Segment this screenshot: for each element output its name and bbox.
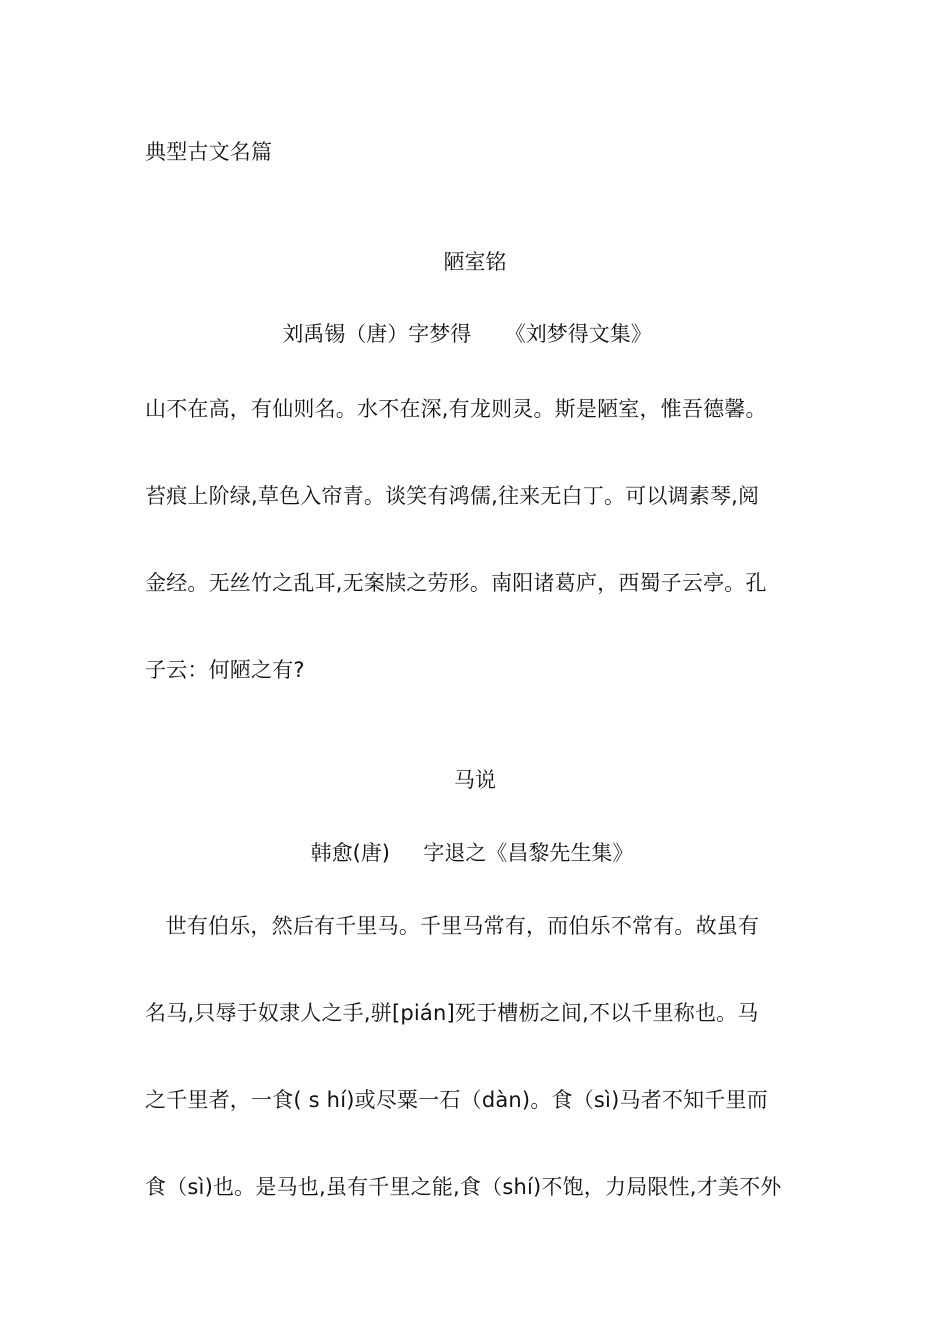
text-line: 金经。无丝竹之乱耳,无案牍之劳形。南阳诸葛庐，西蜀子云亭。孔 (145, 571, 767, 595)
poem-title: 陋室铭 (443, 250, 507, 274)
document-title: 典型古文名篇 (145, 140, 273, 164)
text-line: 子云：何陋之有? (145, 658, 305, 682)
poem-byline: 刘禹锡（唐）字梦得 《刘梦得文集》 (282, 322, 652, 346)
essay-byline: 韩愈(唐) 字退之《昌黎先生集》 (310, 841, 634, 865)
text-line: 之千里者，一食( s hí)或尽粟一石（dàn)。食（sì)马者不知千里而 (145, 1088, 768, 1112)
text-line: 世有伯乐，然后有千里马。千里马常有，而伯乐不常有。故虽有 (145, 914, 760, 938)
text-line: 食（sì)也。是马也,虽有千里之能,食（shí)不饱，力局限性,才美不外 (145, 1175, 782, 1199)
text-line: 名马,只辱于奴隶人之手,骈[pián]死于槽枥之间,不以千里称也。马 (145, 1001, 759, 1025)
essay-title: 马说 (454, 768, 496, 792)
text-line: 山不在高，有仙则名。水不在深,有龙则灵。斯是陋室，惟吾德馨。 (145, 397, 767, 421)
text-line: 苔痕上阶绿,草色入帘青。谈笑有鸿儒,往来无白丁。可以调素琴,阅 (145, 484, 760, 508)
